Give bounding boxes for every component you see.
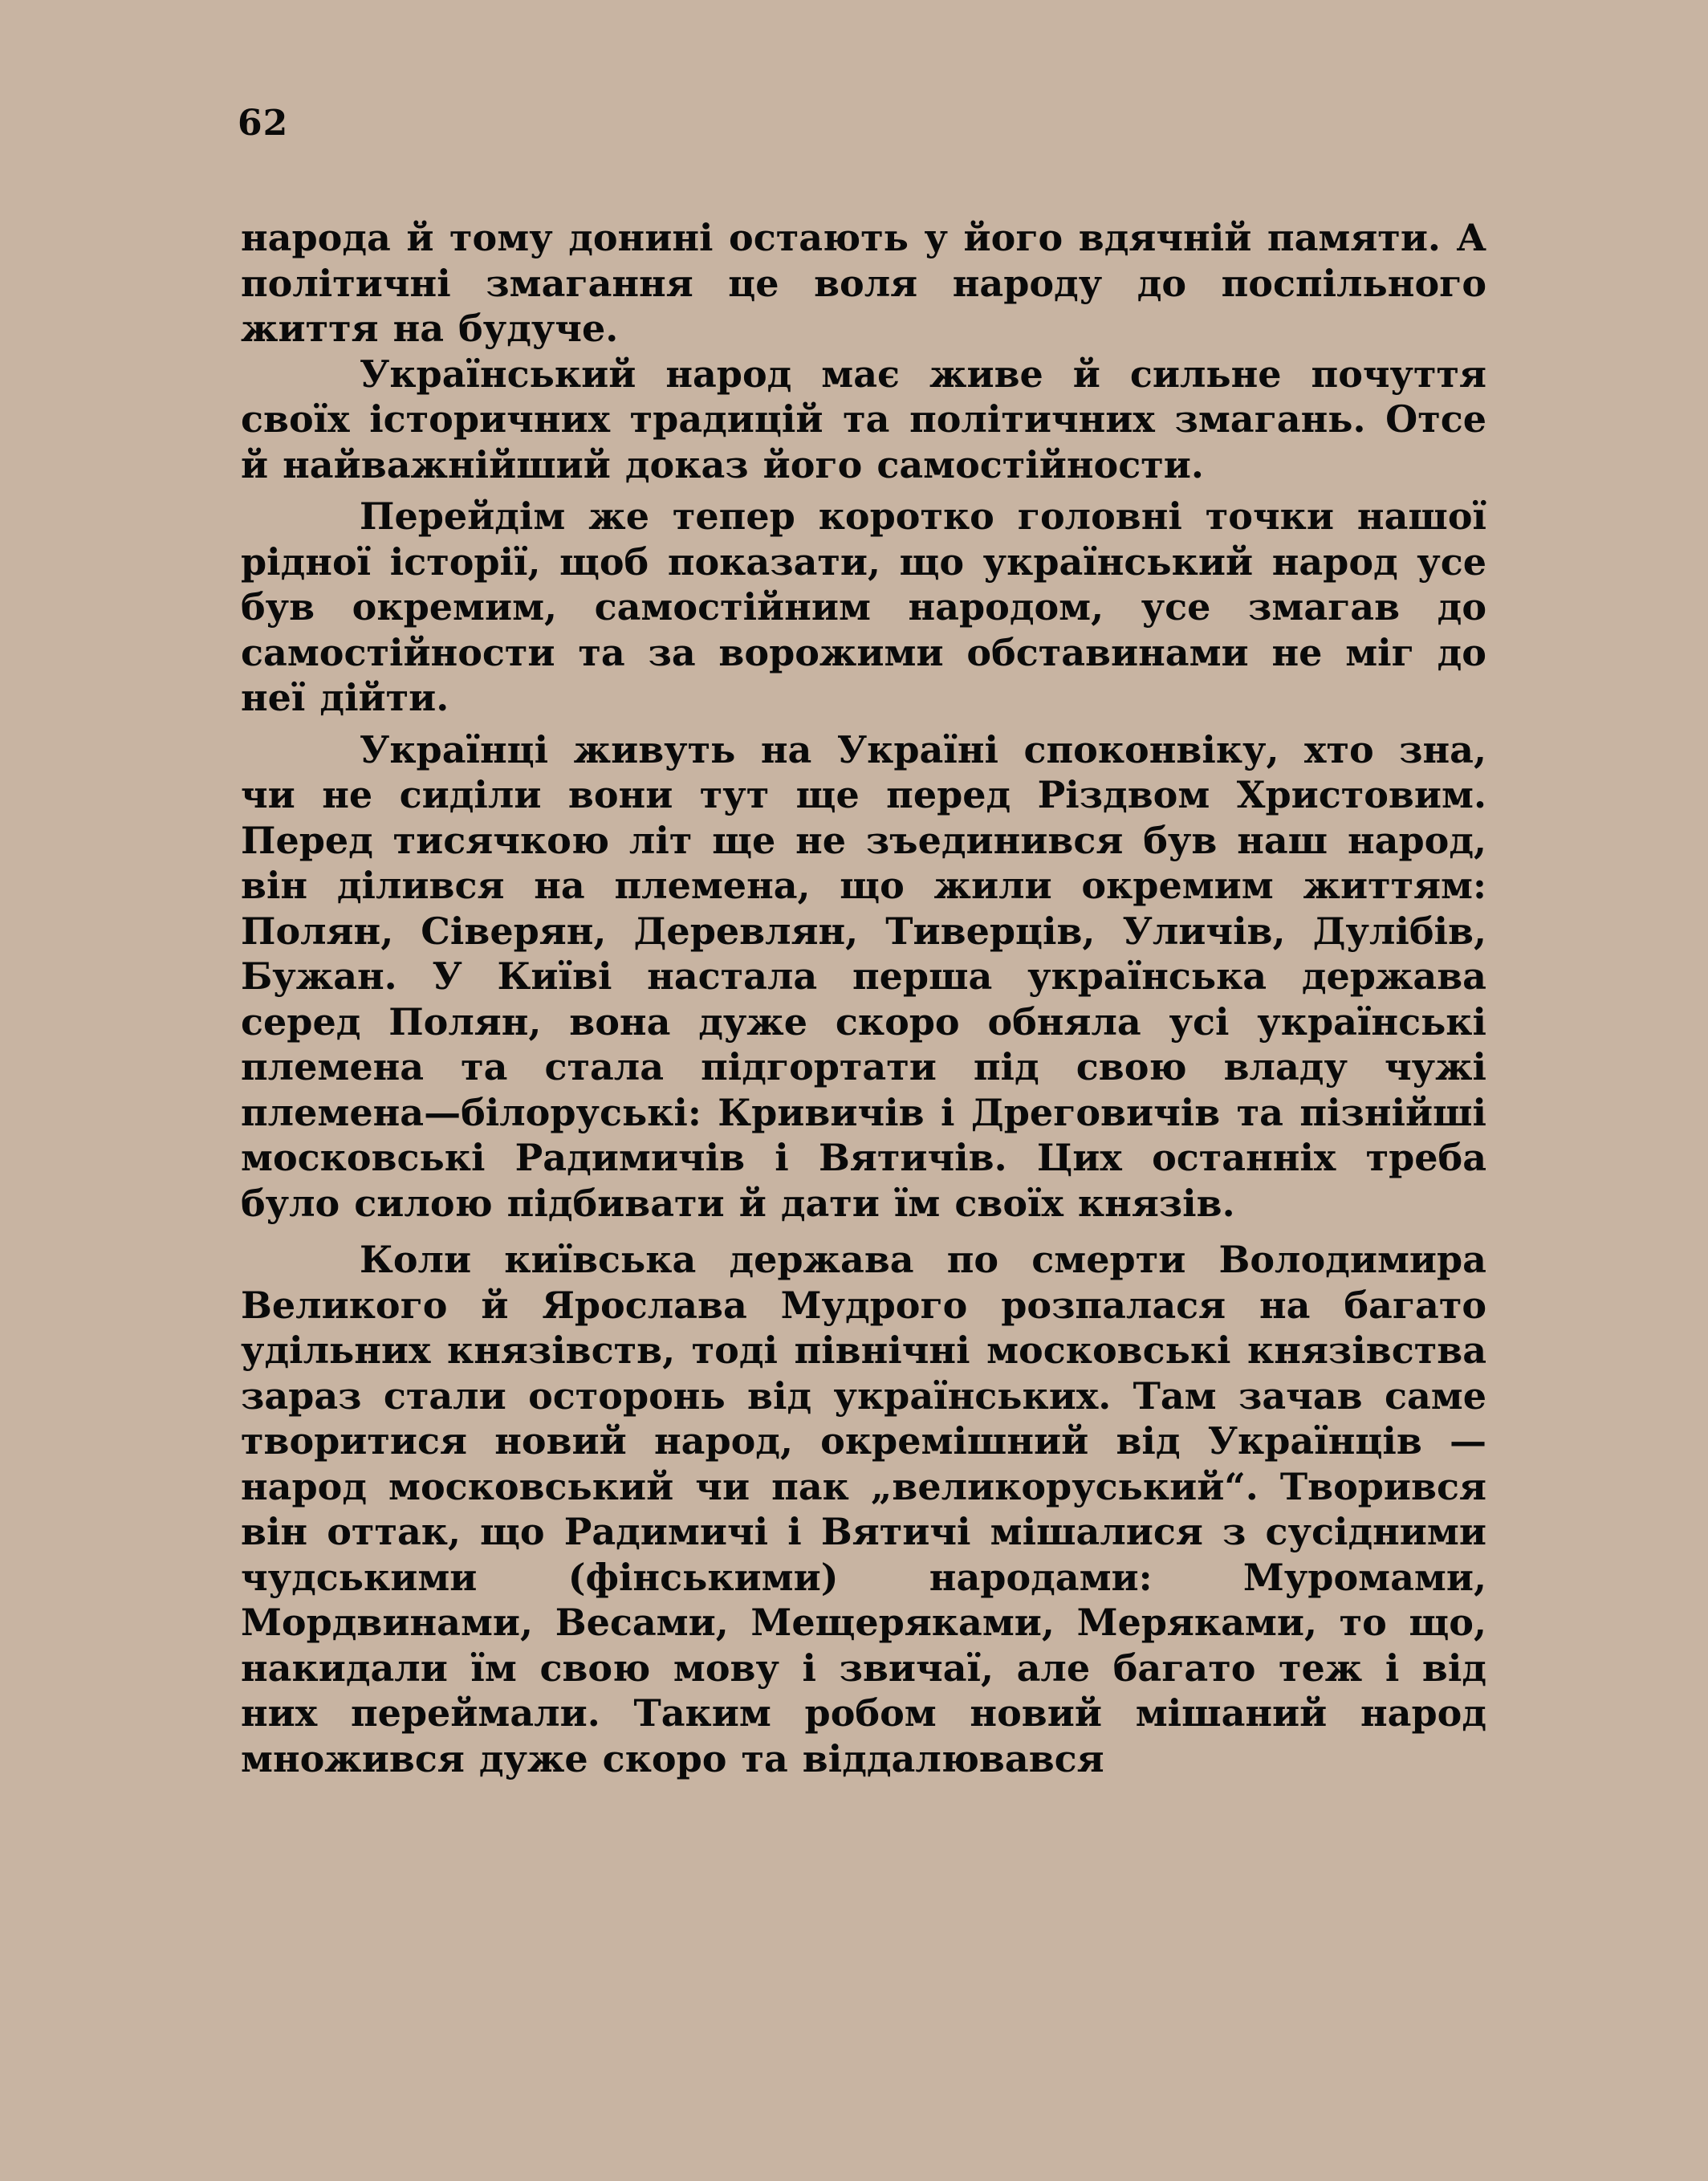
paragraph-history-intro: Перейдім же тепер коротко головні точки нашої рідної історії, щоб показати, що український народ усе був окремим, самостійним народом, усе змагав до самостійности та за ворожими обставинами не міг до неї дійти. <box>241 494 1486 719</box>
paragraph-traditions: Український народ має живе й сильне почуття своїх історичних традицій та політичних змагань. Отсе й найважнійший доказ його самостійности. <box>241 352 1486 486</box>
paragraph-kyiv-state: Коли київська держава по смерти Володимира Великого й Ярослава Мудрого розпалася на багато удільних князівств, тоді північні московські князівства зараз стали осторонь від українських. Там зачав саме творитися новий народ, окремішний від Українців — народ московський чи пак „великоруський“. Творився він оттак, що Радимичі і Вятичі мішалися з сусідними чудськими (фінськими) народами: Муромами, Мордвинами, Весами, Мещеряками, Меряками, то що, накидали їм свою мову і звичаї, але багато теж і від них переймали. Таким робом новий мішаний народ множився дуже скоро та віддалювався <box>241 1238 1486 1780</box>
paragraph-ancient-tribes: Українці живуть на Україні споконвіку, хто зна, чи не сиділи вони тут ще перед Різдвом Христовим. Перед тисячкою літ ще не зъединився був наш народ, він ділився на племена, що жили окремим життям: Полян, Сіверян, Деревлян, Тиверців, Уличів, Дулібів, Бужан. У Київі настала перша українська держава серед Полян, вона дуже скоро обняла усі українські племена та стала підгортати під свою владу чужі племена—білоруські: Кривичів і Дреговичів та пізнійші московські Радимичів і Вятичів. Цих останніх треба було силою підбивати й дати їм своїх князів. <box>241 727 1486 1225</box>
page-number: 62 <box>238 103 289 144</box>
body-text <box>241 215 1486 1781</box>
paragraph-continuation: народа й тому донині остають у його вдячній памяти. А політичні змагання це воля народу до поспільного життя на будуче. <box>241 216 1486 350</box>
